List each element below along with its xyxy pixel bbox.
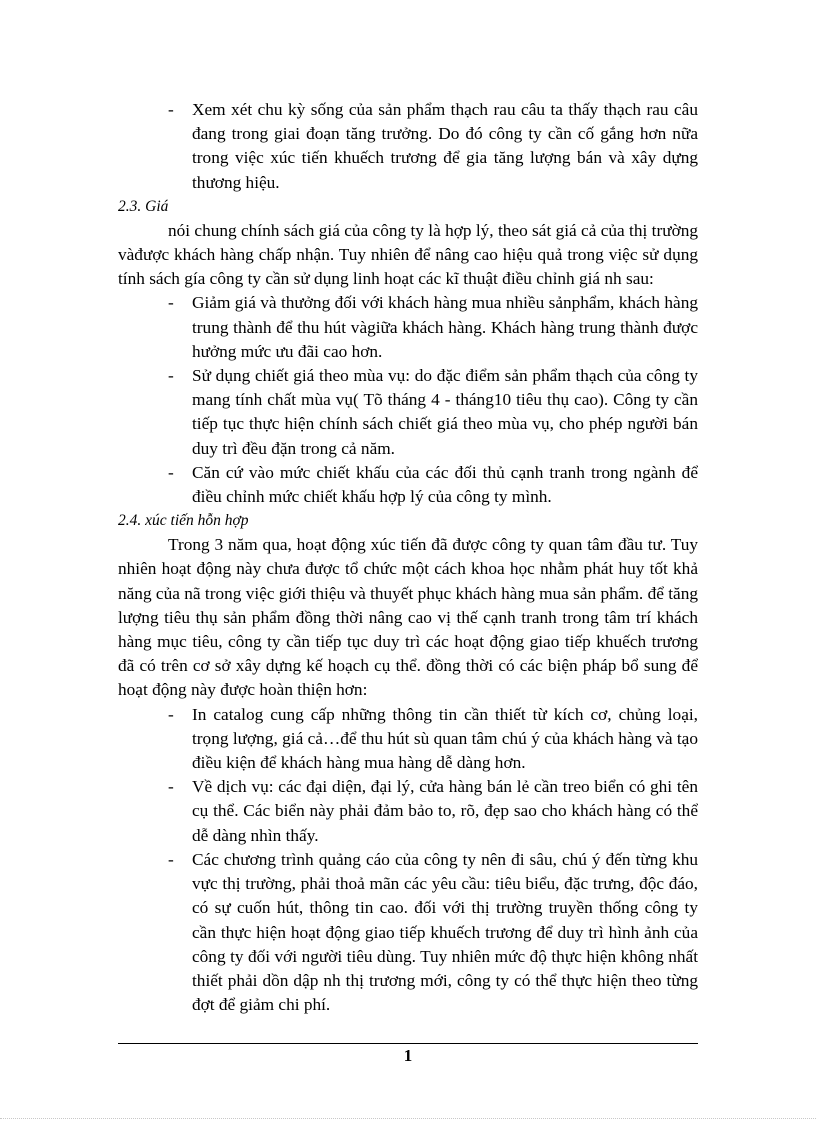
bullet-marker: - xyxy=(168,366,174,386)
section-heading-price: 2.3. Giá xyxy=(118,197,169,215)
list-item-text: In catalog cung cấp những thông tin cần thiết từ kích cơ, chủng loại, trọng lượng, giá cả…để thu hút sù quan tâm chú ý của khách hàng và tạo điều kiện để khách hàng mua hàng dễ dàng hơn. xyxy=(192,704,698,773)
list-item xyxy=(118,703,698,776)
list-item xyxy=(118,291,698,364)
list-item xyxy=(118,775,698,848)
page-break-divider xyxy=(0,1118,816,1119)
list-item-text: Căn cứ vào mức chiết khấu của các đối thủ cạnh tranh trong ngành để điều chỉnh mức chiết khấu hợp lý của công ty mình. xyxy=(192,462,698,507)
list-item xyxy=(118,364,698,461)
list-item xyxy=(118,848,698,1017)
list-item xyxy=(118,461,698,509)
list-item-text: Về dịch vụ: các đại diện, đại lý, cửa hàng bán lẻ cần treo biển có ghi tên cụ thể. Các biển này phải đảm bảo to, rõ, đẹp sao cho khách hàng có thể dễ dàng nhìn thấy. xyxy=(192,777,698,845)
document-body xyxy=(118,98,698,1017)
bullet-marker: - xyxy=(168,704,174,724)
footer-divider xyxy=(118,1043,698,1044)
list-item-text: Sử dụng chiết giá theo mùa vụ: do đặc điểm sản phẩm thạch của công ty mang tính chất mùa vụ( Tõ tháng 4 - tháng10 tiêu thụ cao). Công ty cần tiếp tục thực hiện chính sách chiết giá theo mùa vụ, cho phép người bán duy trì đều đặn trong cả năm. xyxy=(192,366,698,458)
price-paragraph: nói chung chính sách giá của công ty là hợp lý, theo sát giá cả của thị trường vàđược khách hàng chấp nhận. Tuy nhiên để nâng cao hiệu quả trong việc sử dụng tính sách gía công ty cần sử dụng linh hoạt các kĩ thuật điều chỉnh giá nh sau: xyxy=(118,220,698,289)
bullet-marker: - xyxy=(168,777,174,797)
page-number: 1 xyxy=(403,1046,413,1065)
bullet-marker: - xyxy=(168,849,174,869)
bullet-marker: - xyxy=(168,100,174,119)
list-item-text: Giảm giá và thưởng đối với khách hàng mua nhiều sảnphẩm, khách hàng trung thành để thu hút vàgiữa khách hàng. Khách hàng trung thành được hưởng mức ưu đãi cao hơn. xyxy=(192,293,698,361)
list-item-text: Các chương trình quảng cáo của công ty nên đi sâu, chú ý đến từng khu vực thị trường, phải thoả mãn các yêu cầu: tiêu biểu, đặc trưng, độc đáo, có sự cuốn hút, thông tin cao. đối với thị trường truyền thống công ty cần thực hiện hoạt động giao tiếp khuếch trương để duy trì hình ảnh của công ty đối với người tiêu dùng. Tuy nhiên mức độ thực hiện không nhất thiết phải dồn dập nh thị trương mới, công ty có thể thực hiện theo từng đợt để giảm chi phí. xyxy=(192,849,698,1015)
bullet-marker: - xyxy=(168,462,174,482)
list-item-text: Xem xét chu kỳ sống của sản phẩm thạch rau câu ta thấy thạch rau câu đang trong giai đoạn tăng trưởng. Do đó công ty cần cố gắng hơn nữa trong việc xúc tiến khuếch trương để gia tăng lượng bán và xây dựng thương hiệu. xyxy=(192,100,698,192)
section-heading-promotion: 2.4. xúc tiến hỗn hợp xyxy=(118,512,249,530)
promotion-paragraph: Trong 3 năm qua, hoạt động xúc tiến đã được công ty quan tâm đầu tư. Tuy nhiên hoạt động này chưa được tổ chức một cách khoa học nhằm phát huy tốt khả năng của nã trong việc giới thiệu và thuyết phục khách hàng mua sản phẩm. để tăng lượng tiêu thụ sản phẩm đồng thời nâng cao vị thế cạnh tranh trong tâm trí khách hàng mục tiêu, công ty cần tiếp tục duy trì các hoạt động giao tiếp khuếch trương đã có trên cơ sở xây dựng kế hoạch cụ thể. đồng thời có các biện pháp bổ sung để hoạt động này được hoàn thiện hơn: xyxy=(118,535,698,700)
list-item xyxy=(118,98,698,195)
bullet-marker: - xyxy=(168,293,174,313)
